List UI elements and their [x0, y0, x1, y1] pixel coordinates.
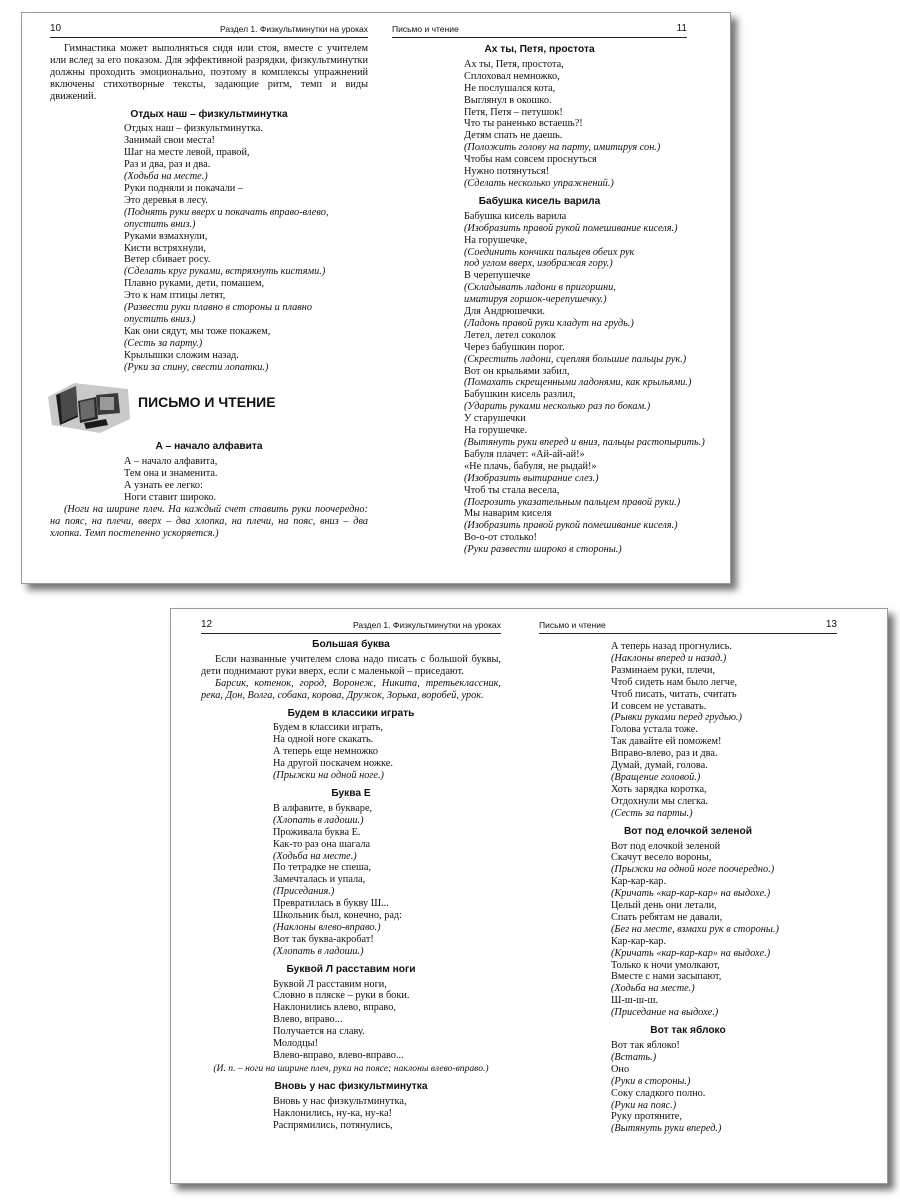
poem-title: А – начало алфавита [155, 441, 263, 453]
poem-line: Будем в классики играть, [273, 722, 383, 734]
poem-line: Словно в пляске – руки в боки. [273, 990, 410, 1002]
stage-direction: (Сделать круг руками, встряхнуть кистями.) [124, 266, 326, 278]
page-number: 13 [825, 619, 837, 630]
poem-title: Вот под елочкой зеленой [623, 825, 753, 837]
poem-line: Занимай свои места! [124, 135, 215, 147]
stage-direction: (Приседание на выдохе.) [611, 1007, 719, 1019]
poem-title: Ах ты, Петя, простота [484, 44, 595, 55]
poem-line: А – начало алфавита, [124, 456, 218, 468]
poem-line: Хоть зарядка коротка, [611, 783, 707, 795]
poem-line: Вот он крыльями забил, [464, 365, 570, 377]
poem-line: Не послушался кота, [464, 82, 556, 94]
stage-direction: (Вытянуть руки вперед.) [611, 1123, 722, 1135]
poem-line: Оно [611, 1063, 630, 1075]
poem-line: Замечталась и упала, [273, 874, 366, 886]
running-title: Раздел 1. Физкультминутки на уроках [352, 620, 501, 630]
poem-line: Мы наварим киселя [464, 508, 552, 520]
section-title: ПИСЬМО И ЧТЕНИЕ [138, 394, 276, 411]
page-content [392, 44, 705, 556]
exercise-note: (И. п. – ноги на ширине плеч, руки на поясе; наклоны влево-вправо.) [213, 1062, 489, 1074]
poem-line: Крылышки сложим назад. [124, 349, 239, 361]
poem-line: Вправо-влево, раз и два. [611, 748, 718, 760]
poem-line: Во-о-от столько! [464, 532, 537, 544]
poem-line: Кар-кар-кар. [611, 876, 667, 888]
poem-title: Большая буква [312, 639, 390, 650]
poem-line: Проживала буква Е. [273, 826, 361, 838]
poem-block [124, 123, 368, 373]
poem-line: Вновь у нас физкультминутка, [273, 1095, 407, 1107]
poem-line: Чтобы нам совсем проснуться [464, 154, 597, 166]
stage-direction: (Сесть за парту.) [124, 337, 203, 349]
poem-title: Буквой Л расставим ноги [286, 963, 416, 975]
poem-line: Только к ночи умолкают, [611, 959, 720, 971]
poem-line: Вот под елочкой зеленой [611, 840, 721, 852]
stage-direction: (Изобразить правой рукой помешивание киселя.) [464, 520, 678, 532]
poem-line: Наклонились влево, вправо, [273, 1002, 396, 1014]
poem-line: Вот так яблоко! [611, 1040, 680, 1051]
stage-direction: (Приседания.) [273, 886, 335, 898]
running-header [539, 619, 837, 634]
poem-block [611, 841, 837, 1020]
poem-line: У старушечки [464, 413, 526, 425]
poem-line: Разминаем руки, плечи, [611, 664, 716, 676]
poem-line: Что ты раненько встаешь?! [464, 118, 583, 130]
poem-block [611, 1040, 837, 1135]
poem-line: Бабушкин кисель разлил, [464, 389, 576, 401]
stage-direction: (Положить голову на парту, имитируя сон.) [464, 142, 661, 154]
poem-line: Ах ты, Петя, простота, [464, 58, 564, 70]
running-title: Письмо и чтение [392, 24, 459, 34]
poem-line: Кар-кар-кар. [611, 935, 667, 947]
poem-line: Раз и два, раз и два. [124, 159, 211, 171]
poem-line: Вот так буква-акробат! [273, 933, 374, 945]
stage-direction: (Изобразить вытирание слез.) [464, 472, 599, 484]
stage-direction: (Кричать «кар-кар-кар» на выдохе.) [611, 888, 771, 900]
stage-direction: (Ходьба на месте.) [273, 850, 357, 862]
page-number: 11 [676, 23, 687, 34]
stage-direction: (Развести руки плавно в стороны и плавно [124, 302, 312, 314]
poem-line: Это к нам птицы летят, [124, 290, 226, 302]
stage-direction: (Кричать «кар-кар-кар» на выдохе.) [611, 947, 771, 959]
poem-line: Скачут весело вороны, [611, 852, 712, 864]
poem-line: Влево-вправо, влево-вправо... [273, 1050, 404, 1061]
poem-title: Вновь у нас физкультминутка [274, 1080, 428, 1092]
poem-block [464, 59, 687, 190]
poem-line: Влево, вправо... [273, 1014, 343, 1026]
poem-line: Как они сядут, мы тоже покажем, [124, 325, 271, 337]
poem-line: Сплоховал немножко, [464, 70, 560, 82]
page-number: 10 [50, 23, 62, 34]
poem-line: Детям спать не даешь. [464, 130, 563, 142]
poem-line: Тем она и знаменита. [124, 468, 218, 480]
poem-block [273, 722, 501, 782]
stage-direction: (Наклоны влево-вправо.) [273, 921, 381, 933]
poem-line: «Не плачь, бабуля, не рыдай!» [464, 460, 597, 472]
poem-line: Ноги ставит широко. [124, 492, 217, 504]
poem-line: Как-то раз она шагала [273, 838, 371, 850]
stage-direction: (Руки в стороны.) [611, 1075, 691, 1087]
stage-direction: имитируя горшок-черепушечку.) [464, 294, 607, 306]
poem-line: Молодцы! [273, 1038, 318, 1050]
poem-line: Буквой Л расставим ноги, [273, 978, 387, 990]
page-content [201, 639, 501, 1131]
poem-line: На одной ноге скакать. [273, 734, 374, 746]
stage-direction: (Сделать несколько упражнений.) [464, 177, 614, 189]
stage-direction: (Вращение головой.) [611, 771, 701, 783]
poem-line: Ш-ш-ш-ш. [611, 995, 659, 1007]
intro-paragraph: Гимнастика может выполняться сидя или стоя, вместе с учителем или вслед за его показом. Для эффективной разрядки, физкультминутки должны проходить эмоционально, поэтому в комплексы упражнений включены стихотворные тексты, задающие ритм, темп и виды движений. [50, 43, 368, 102]
poem-block [464, 210, 705, 556]
poem-line: Превратилась в букву Ш... [273, 898, 389, 910]
stage-direction: под углом вверх, изображая гору.) [464, 258, 613, 270]
poem-line: Для Андрюшечки. [464, 306, 546, 318]
stage-direction: опустить вниз.) [124, 313, 196, 325]
stage-direction: (Погрозить указательным пальцем правой руки.) [464, 496, 681, 508]
stage-direction: (Ходьба на месте.) [611, 983, 695, 995]
poem-title: Будем в классики играть [287, 707, 415, 719]
page-number: 12 [201, 619, 213, 630]
stage-direction: (Руки на пояс.) [611, 1099, 677, 1111]
stage-direction: (Руки развести широко в стороны.) [464, 544, 622, 556]
stage-direction: (Складывать ладони в пригоршни, [464, 282, 616, 294]
poem-line: Отдохнули мы слегка. [611, 795, 709, 807]
poem-title: Отдых наш – физкультминутка [130, 108, 288, 120]
poem-line: Бабуля плачет: «Ай-ай-ай!» [464, 448, 585, 460]
poem-title: Вот так яблоко [650, 1025, 726, 1037]
stage-direction: (Наклоны вперед и назад.) [611, 652, 727, 664]
poem-line: Целый день они летали, [611, 900, 717, 912]
stage-direction: (Изобразить правой рукой помешивание киселя.) [464, 222, 678, 234]
stage-direction: (Встать.) [611, 1051, 657, 1063]
poem-line: На горушечке, [464, 234, 528, 246]
book-spread-pages-10-11 [21, 12, 731, 584]
stage-direction: (Соединить кончики пальцев обеих рук [464, 246, 635, 258]
poem-line: Нужно потянуться! [464, 166, 550, 178]
running-header [201, 619, 501, 634]
poem-line: Руку протяните, [611, 1111, 682, 1123]
running-title: Раздел 1. Физкультминутки на уроках [219, 24, 368, 34]
poem-line: А теперь еще немножко [273, 746, 378, 758]
poem-line: На другой поскачем ножке. [273, 758, 393, 770]
stage-direction: (Руки за спину, свести лопатки.) [124, 361, 269, 373]
page-12 [201, 609, 501, 1183]
poem-title: Буква Е [331, 787, 371, 799]
poem-line: И совсем не уставать. [611, 700, 707, 712]
books-icon [44, 379, 134, 435]
page-content [539, 641, 837, 1135]
stage-direction: (Прыжки на одной ноге.) [273, 770, 384, 782]
poem-block [273, 803, 501, 958]
poem-line: Кисти встряхнули, [124, 242, 206, 254]
page-13 [539, 609, 837, 1183]
page-10 [50, 13, 368, 583]
stage-direction: (Поднять руки вверх и покачать вправо-влево, [124, 206, 329, 218]
poem-block [273, 979, 501, 1062]
stage-direction: опустить вниз.) [124, 218, 196, 230]
stage-direction: (Хлопать в ладоши.) [273, 814, 364, 826]
poem-line: Это деревья в лесу. [124, 194, 208, 206]
poem-line: Голова устала тоже. [611, 724, 698, 736]
stage-direction: (Хлопать в ладоши.) [273, 945, 364, 957]
poem-line: Петя, Петя – петушок! [464, 106, 563, 118]
poem-line: Шаг на месте левой, правой, [124, 147, 250, 159]
poem-line: Через бабушкин порог. [464, 341, 565, 353]
stage-direction: (Ходьба на месте.) [124, 171, 208, 183]
running-title: Письмо и чтение [539, 620, 606, 630]
poem-line: Чтоб писать, читать, считать [611, 688, 737, 700]
stage-direction: (Скрестить ладони, сцепляя большие пальцы рук.) [464, 353, 687, 365]
page-content [50, 43, 368, 540]
poem-line: Соку сладкого полно. [611, 1087, 706, 1099]
stage-direction: (Помахать скрещенными ладонями, как крыльями.) [464, 377, 692, 389]
stage-direction: (Вытянуть руки вперед и вниз, пальцы растопырить.) [464, 437, 705, 448]
poem-line: Школьник был, конечно, рад: [273, 910, 403, 922]
stage-direction: (Бег на месте, взмахи рук в стороны.) [611, 923, 779, 935]
poem-line: Выглянул в окошко. [464, 94, 552, 106]
poem-line: По тетрадке не спеша, [273, 862, 372, 874]
poem-line: Руки подняли и покачали – [124, 182, 243, 194]
poem-block [124, 456, 368, 504]
poem-line: Летел, летел соколок [464, 329, 556, 341]
poem-line: А узнать ее легко: [124, 480, 203, 492]
stage-direction: (Сесть за парты.) [611, 807, 693, 819]
poem-line: Отдых наш – физкультминутка. [124, 123, 263, 135]
stage-direction: (Рывки руками перед грудью.) [611, 712, 742, 724]
poem-title: Бабушка кисель варила [478, 195, 601, 207]
stage-direction: (Ударить руками несколько раз по бокам.) [464, 401, 651, 413]
poem-line: Плавно руками, дети, помашем, [124, 278, 265, 290]
poem-block [611, 641, 837, 820]
poem-block [273, 1096, 501, 1132]
poem-line: Так давайте ей поможем! [611, 736, 722, 748]
running-header [392, 23, 687, 38]
poem-line: В черепушечке [464, 270, 531, 282]
poem-line: Спать ребятам не давали, [611, 911, 723, 923]
poem-line: Бабушка кисель варила [464, 210, 567, 222]
poem-line: Ветер сбивает росу. [124, 254, 211, 266]
poem-line: Получается на славу. [273, 1026, 365, 1038]
section-banner [50, 385, 368, 433]
stage-direction: (Прыжки на одной ноге поочередно.) [611, 864, 775, 876]
poem-line: Чтоб ты стала весела, [464, 484, 560, 496]
poem-line: На горушечке. [464, 425, 528, 437]
book-spread-pages-12-13 [170, 608, 888, 1184]
running-header [50, 23, 368, 38]
poem-line: Думай, думай, голова. [611, 760, 708, 772]
page-11 [392, 13, 705, 583]
poem-line: Распрямились, потянулись, [273, 1119, 393, 1131]
word-list: Барсик, котенок, город, Воронеж, Никита, третьеклассник, река, Дон, Волга, собака, корова, Дружок, Зорька, воробей, урок. [201, 677, 501, 701]
poem-line: А теперь назад прогнулись. [611, 641, 732, 652]
poem-line: Наклонились, ну-ка, ну-ка! [273, 1107, 392, 1119]
poem-line: В алфавите, в букваре, [273, 802, 373, 814]
poem-line: Чтоб сидеть нам было легче, [611, 676, 738, 688]
stage-direction: (Ладонь правой руки кладут на грудь.) [464, 317, 634, 329]
poem-line: Руками взмахнули, [124, 230, 208, 242]
exercise-description: Если названные учителем слова надо писать с большой буквы, дети поднимают руки вверх, если с маленькой – приседают. [201, 653, 501, 677]
exercise-note: (Ноги на ширине плеч. На каждый счет ставить руки поочередно: на пояс, на плечи, вверх – два хлопка, на плечи, на пояс, вниз – два хлопка. Темп постепенно ускоряется.) [50, 504, 368, 539]
poem-line: Вместе с нами засыпают, [611, 971, 722, 983]
